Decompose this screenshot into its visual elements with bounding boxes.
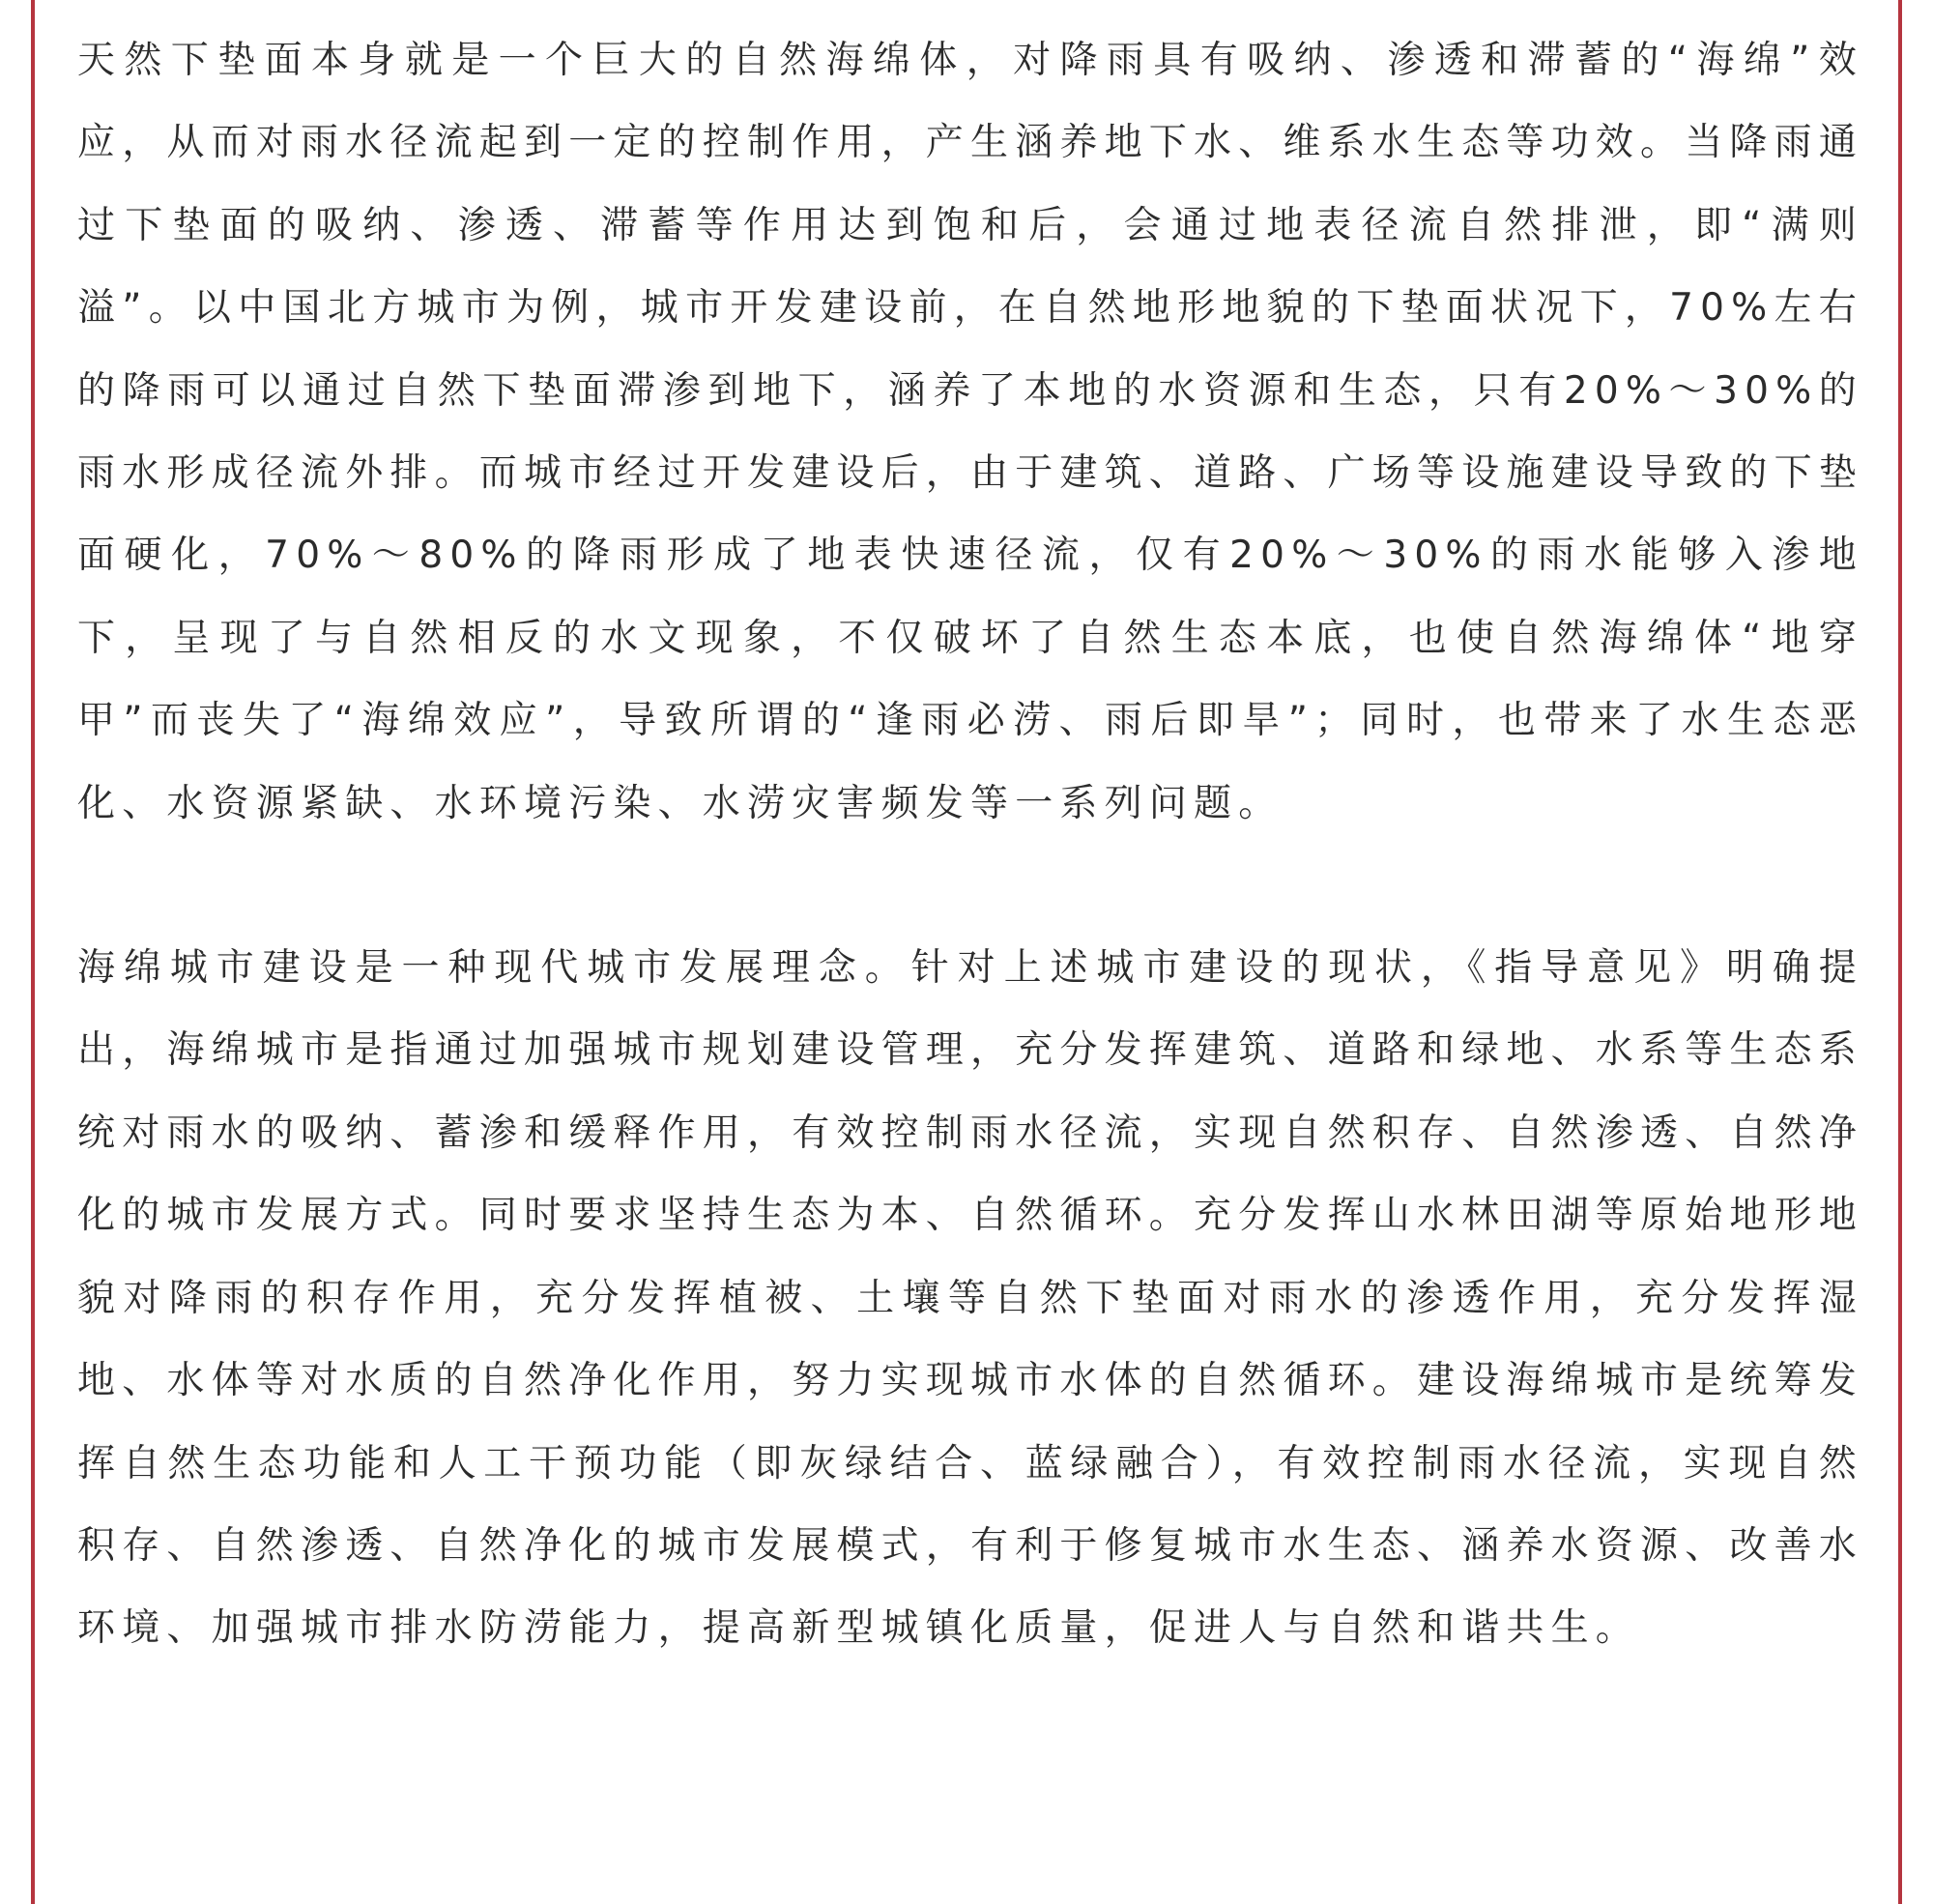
paragraph-1: 天然下垫面本身就是一个巨大的自然海绵体，对降雨具有吸纳、渗透和滞蓄的“海绵”效应，从而对雨水径流起到一定的控制作用，产生涵养地下水、维系水生态等功效。当降雨通过下垫面的吸纳、渗透、滞蓄等作用达到饱和后，会通过地表径流自然排泄，即“满则溢”。以中国北方城市为例，城市开发建设前，在自然地形地貌的下垫面状况下，70%左右的降雨可以通过自然下垫面滞渗到地下，涵养了本地的水资源和生态，只有20%～30%的雨水形成径流外排。而城市经过开发建设后，由于建筑、道路、广场等设施建设导致的下垫面硬化，70%～80%的降雨形成了地表快速径流，仅有20%～30%的雨水能够入渗地下，呈现了与自然相反的水文现象，不仅破坏了自然生态本底，也使自然海绵体“地穿甲”而丧失了“海绵效应”，导致所谓的“逢雨必涝、雨后即旱”；同时，也带来了水生态恶化、水资源紧缺、水环境污染、水涝灾害频发等一系列问题。 [77, 39, 1864, 825]
paragraph-2: 海绵城市建设是一种现代城市发展理念。针对上述城市建设的现状，《指导意见》明确提出，海绵城市是指通过加强城市规划建设管理，充分发挥建筑、道路和绿地、水系等生态系统对雨水的吸纳、蓄渗和缓释作用，有效控制雨水径流，实现自然积存、自然渗透、自然净化的城市发展方式。同时要求坚持生态为本、自然循环。充分发挥山水林田湖等原始地形地貌对降雨的积存作用，充分发挥植被、土壤等自然下垫面对雨水的渗透作用，充分发挥湿地、水体等对水质的自然净化作用，努力实现城市水体的自然循环。建设海绵城市是统筹发挥自然生态功能和人工干预功能（即灰绿结合、蓝绿融合），有效控制雨水径流，实现自然积存、自然渗透、自然净化的城市发展模式，有利于修复城市水生态、涵养水资源、改善水环境、加强城市排水防涝能力，提高新型城镇化质量，促进人与自然和谐共生。 [77, 946, 1864, 1651]
page-frame [31, 0, 1902, 1904]
paragraph-spacer [77, 845, 1863, 927]
article-body [77, 19, 1863, 1670]
